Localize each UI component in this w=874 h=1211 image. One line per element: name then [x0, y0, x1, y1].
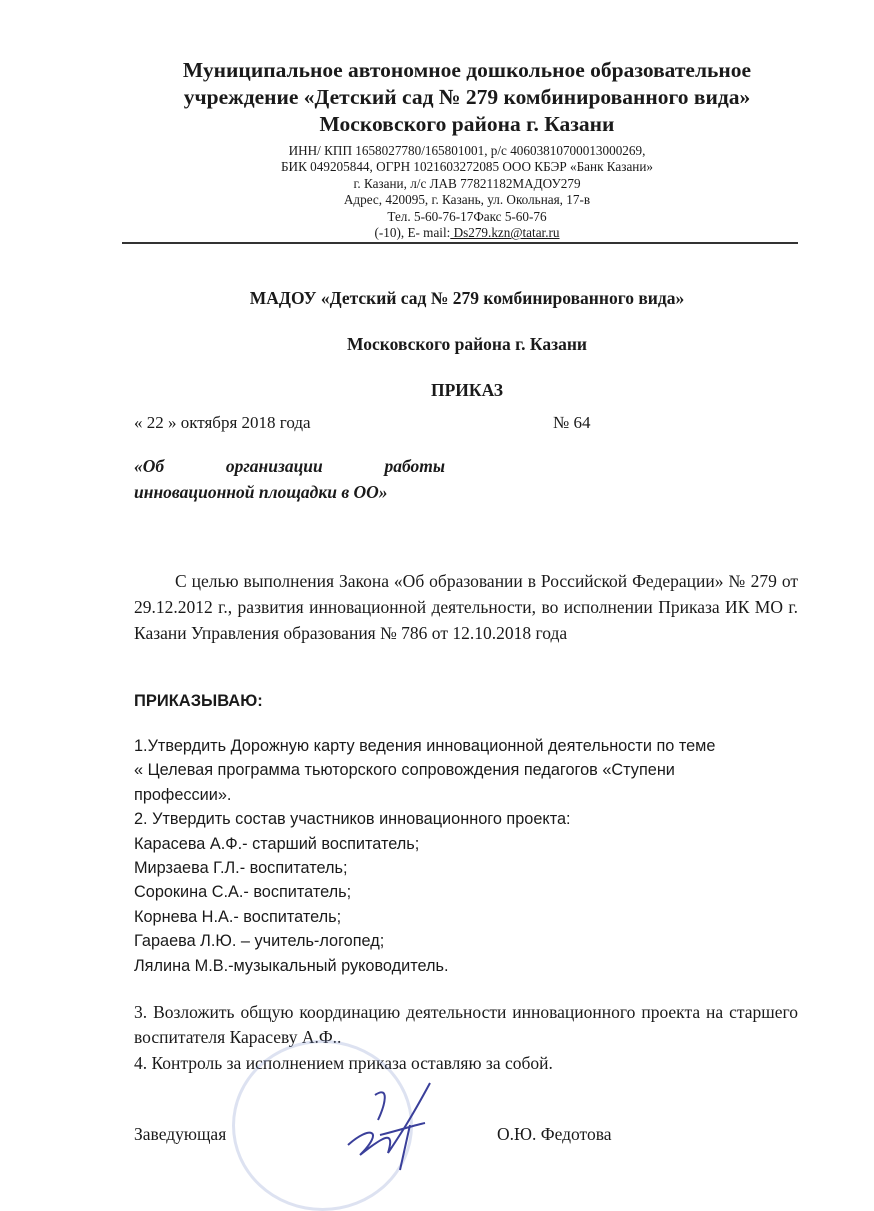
detail-line: г. Казани, л/с ЛАВ 77821182МАДОУ279: [353, 175, 581, 191]
detail-line: Адрес, 420095, г. Казань, ул. Окольная, 17-в: [343, 192, 591, 208]
list-line: Корнева Н.А.- воспитатель;: [134, 907, 342, 926]
preamble: С целью выполнения Закона «Об образовании в Российской Федерации» № 279 от 29.12.2012 г., развития инновационной деятельности, во исполнении Приказа ИК МО г. Казани Управления образования № 786 от 12.10.2018 года: [134, 571, 798, 643]
signature-mark: [330, 1075, 440, 1175]
email-line: [0, 225, 874, 241]
title-line: учреждение «Детский сад № 279 комбинированного вида»: [183, 85, 751, 109]
subject-line-2: инновационной площадки в ОО»: [134, 482, 388, 502]
email-label: (-10), E- mail:: [374, 225, 451, 241]
command-heading: ПРИКАЗЫВАЮ:: [134, 692, 263, 710]
doc-type: ПРИКАЗ: [430, 380, 504, 400]
subject-word: «Об: [134, 456, 165, 476]
list-line: профессии».: [134, 785, 232, 804]
title-line: Московского района г. Казани: [319, 112, 615, 136]
subject-word: работы: [384, 456, 445, 476]
signatory-name: О.Ю. Федотова: [497, 1124, 612, 1144]
list-line: 1.Утвердить Дорожную карту ведения инновационной деятельности по теме: [134, 737, 716, 755]
order-item-4: 4. Контроль за исполнением приказа оставляю за собой.: [134, 1053, 553, 1073]
order-date: « 22 » октября 2018 года: [134, 413, 311, 432]
district-line: Московского района г. Казани: [346, 334, 588, 354]
list-line: « Целевая программа тьюторского сопровождения педагогов «Ступени: [134, 761, 675, 780]
letterhead-title: [0, 57, 874, 138]
header-divider: [122, 242, 798, 244]
detail-line: Тел. 5-60-76-17Факс 5-60-76: [387, 208, 547, 224]
detail-line: ИНН/ КПП 1658027780/165801001, р/с 40603810700013000269,: [288, 143, 646, 158]
org-line: МАДОУ «Детский сад № 279 комбинированного вида»: [249, 288, 685, 308]
letterhead-details: [0, 143, 874, 241]
subject-word: организации: [225, 456, 323, 476]
subject-line-1: [134, 456, 445, 477]
signatory-position: Заведующая: [134, 1124, 227, 1144]
detail-line: БИК 049205844, ОГРН 1021603272085 ООО КБЭР «Банк Казани»: [280, 159, 654, 175]
order-number: № 64: [553, 413, 591, 432]
list-line: Сорокина С.А.- воспитатель;: [134, 883, 352, 902]
email-link[interactable]: Ds279.kzn@tatar.ru: [450, 225, 560, 241]
list-line: Мирзаева Г.Л.- воспитатель;: [134, 859, 348, 878]
order-list: [134, 734, 798, 978]
list-line: Карасева А.Ф.- старший воспитатель;: [134, 834, 420, 853]
list-line: Гараева Л.Ю. – учитель-логопед;: [134, 932, 385, 951]
list-line: Лялина М.В.-музыкальный руководитель.: [134, 956, 449, 975]
list-line: 2. Утвердить состав участников инновационного проекта:: [134, 810, 571, 829]
title-line: Муниципальное автономное дошкольное образовательное: [182, 58, 752, 82]
order-item-3: 3. Возложить общую координацию деятельности инновационного проекта на старшего воспитателя Карасеву А.Ф..: [134, 1002, 798, 1047]
